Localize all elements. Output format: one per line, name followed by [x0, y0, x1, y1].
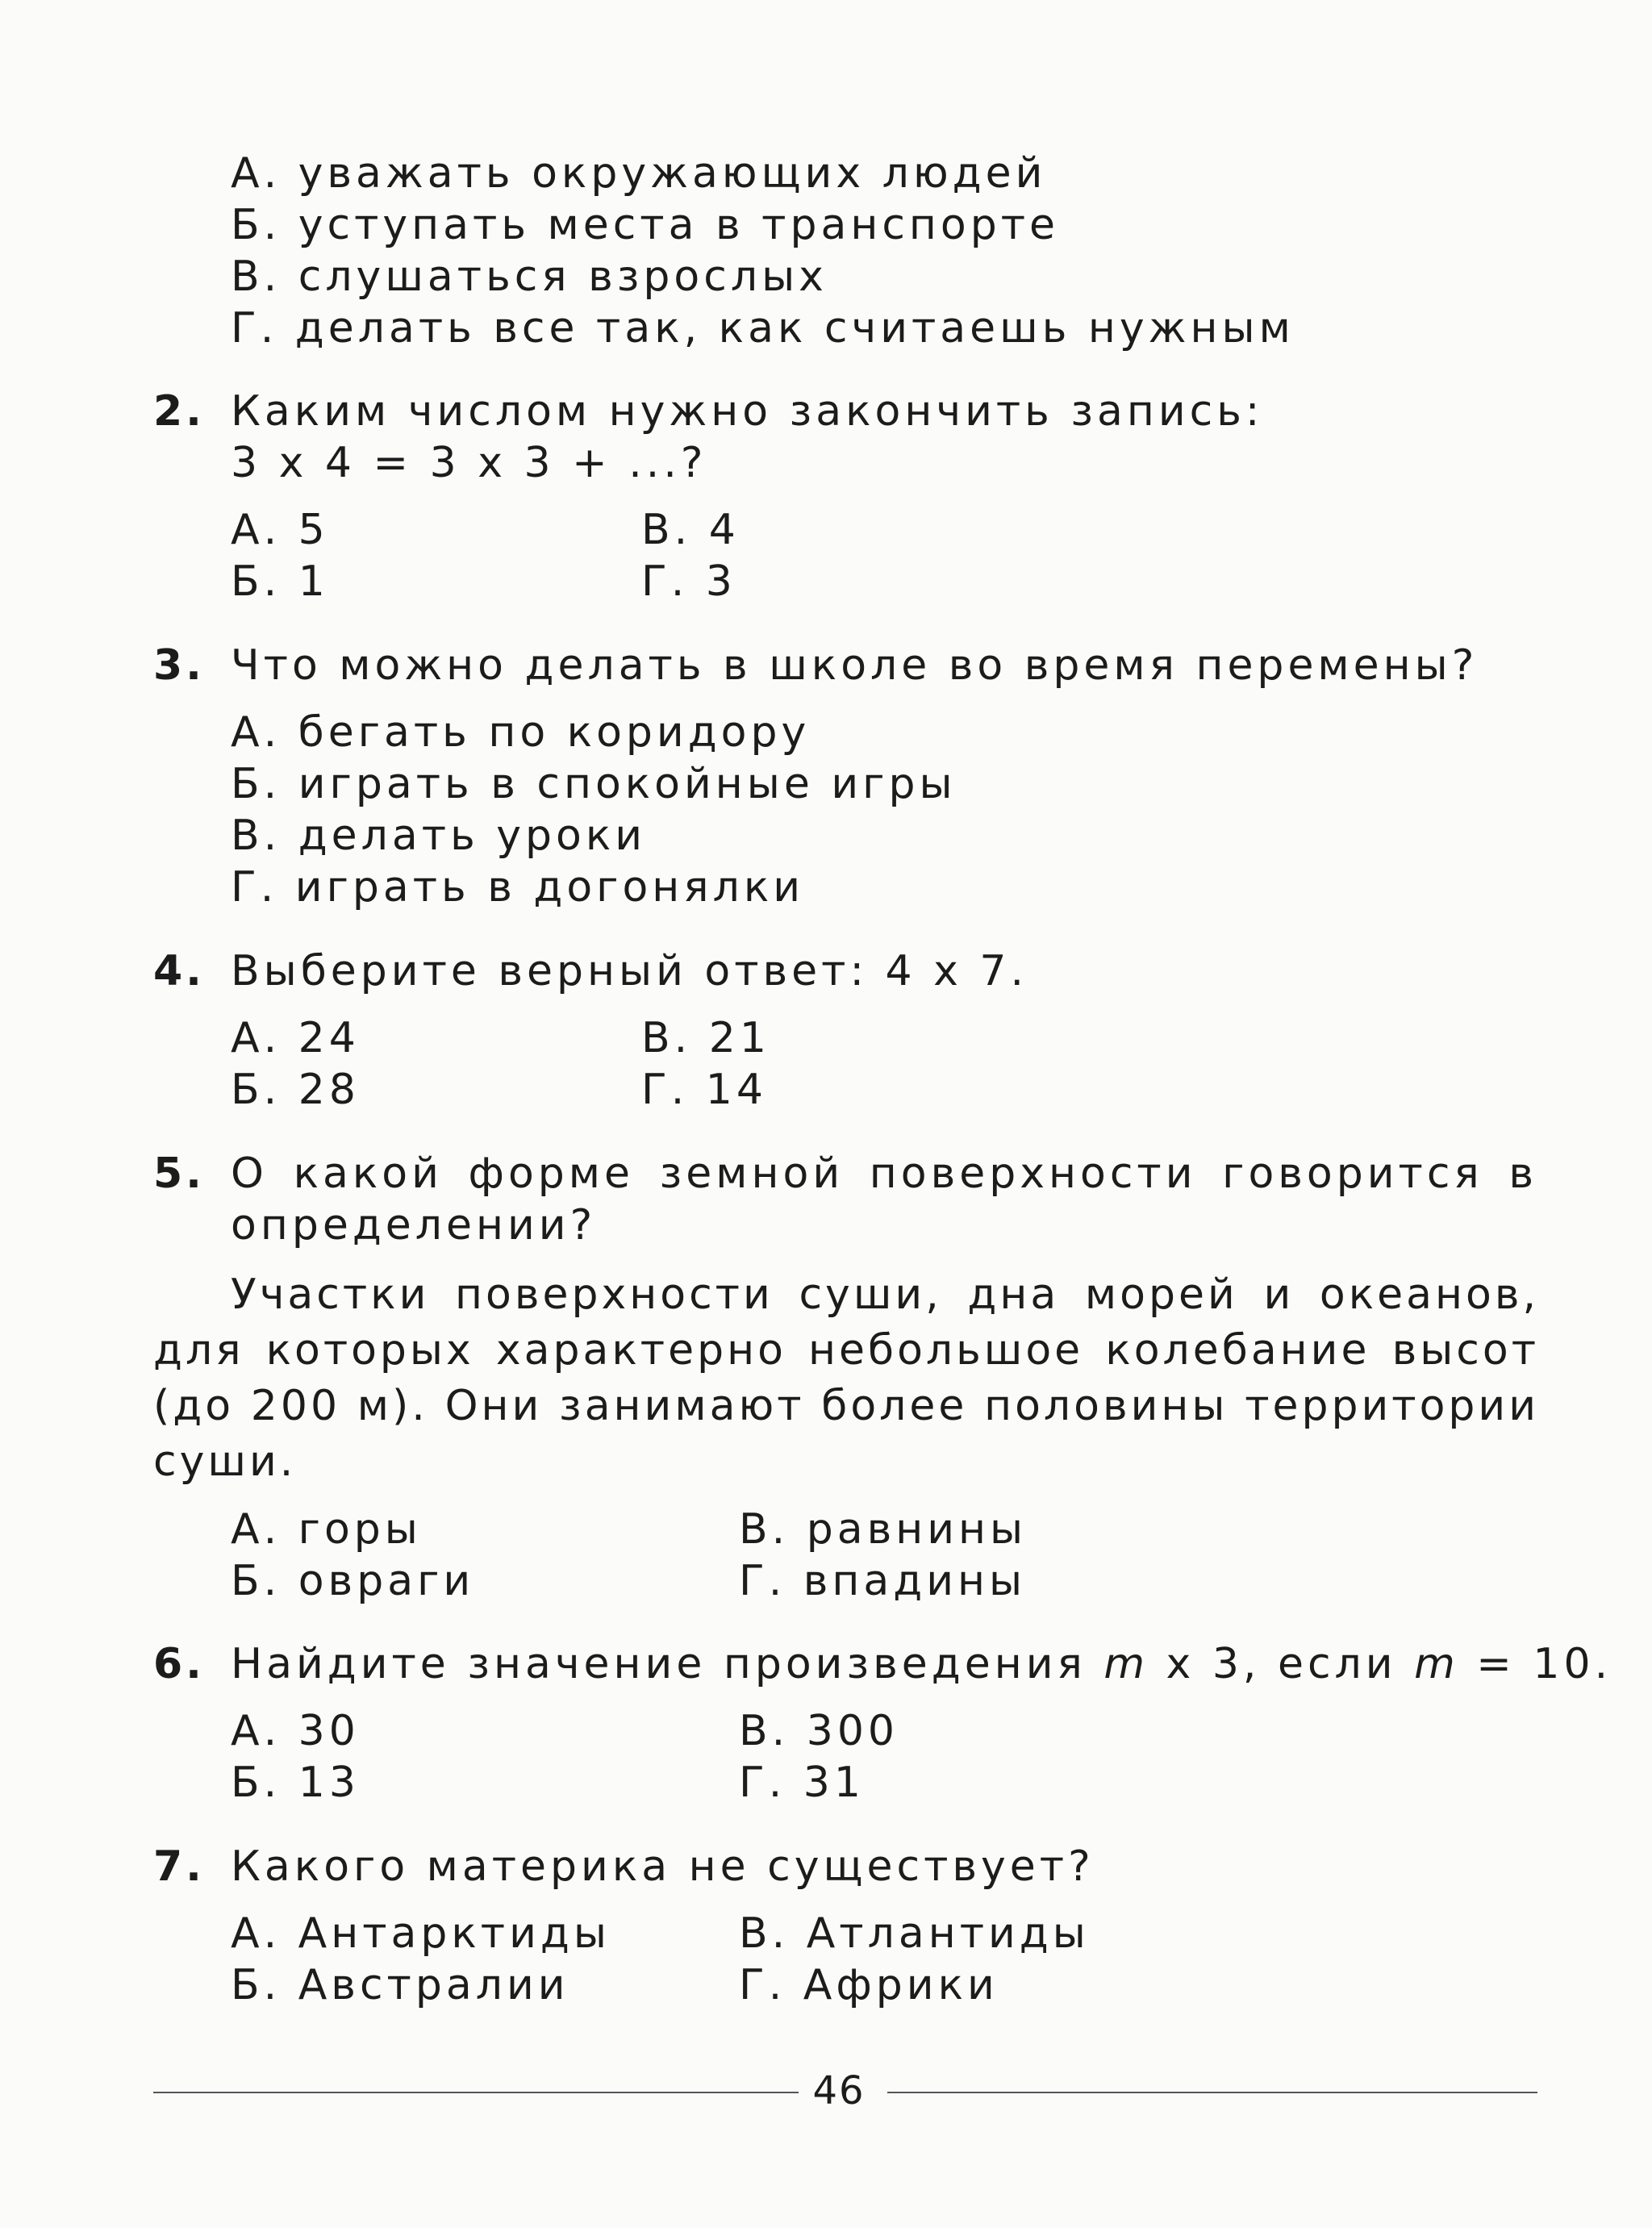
q1-option-v: В. слушаться взрослых [231, 252, 828, 301]
q7-option-b: Б. Австралии [231, 1961, 569, 2009]
footer-rule-right [887, 2092, 1537, 2093]
q7-option-g: Г. Африки [739, 1961, 999, 2009]
q1-option-g: Г. делать все так, как считаешь нужным [231, 304, 1295, 353]
q7-text: Какого материка не существует? [231, 1842, 1095, 1891]
q6-option-b: Б. 13 [231, 1759, 360, 1807]
q3-number: 3. [153, 641, 205, 690]
q5-definition: Участки поверхности суши, дна морей и океанов, для которых характерно небольшое колебание высот (до 200 м). Они занимают более половины территории суши. [153, 1270, 1539, 1486]
q6-variable-m: m [1103, 1640, 1149, 1688]
q6-option-g: Г. 31 [739, 1759, 865, 1807]
q6-text [231, 1638, 1612, 1690]
q6-option-v: В. 300 [739, 1707, 899, 1755]
footer-rule-left [153, 2092, 799, 2093]
q1-option-b: Б. уступать места в транспорте [231, 201, 1060, 249]
q6-text-middle: х 3, если [1148, 1640, 1415, 1688]
q5-number: 5. [153, 1149, 205, 1198]
q6-text-before: Найдите значение произведения [231, 1640, 1104, 1688]
q4-option-v: В. 21 [641, 1014, 770, 1062]
q5-option-a: А. горы [231, 1505, 422, 1554]
q5-text: О какой форме земной поверхности говорится в определении? [231, 1149, 1537, 1250]
q7-number: 7. [153, 1842, 205, 1891]
q3-option-b: Б. играть в спокойные игры [231, 760, 957, 808]
q4-text: Выберите верный ответ: 4 х 7. [231, 947, 1028, 995]
q4-option-b: Б. 28 [231, 1066, 360, 1114]
page-number: 46 [812, 2068, 866, 2113]
q4-option-a: А. 24 [231, 1014, 360, 1062]
q4-number: 4. [153, 947, 205, 995]
q3-option-a: А. бегать по коридору [231, 708, 811, 757]
q6-variable-m-2: m [1414, 1640, 1459, 1688]
q2-option-v: В. 4 [641, 506, 740, 554]
q5-option-v: В. равнины [739, 1505, 1028, 1554]
q3-text: Что можно делать в школе во время перемены? [231, 641, 1479, 690]
q7-option-v: В. Атлантиды [739, 1909, 1090, 1958]
q6-number: 6. [153, 1640, 205, 1688]
q6-text-after: = 10. [1458, 1640, 1612, 1688]
q2-option-b: Б. 1 [231, 557, 329, 606]
q5-option-g: Г. впадины [739, 1557, 1027, 1605]
q2-option-g: Г. 3 [641, 557, 736, 606]
q3-option-g: Г. играть в догонялки [231, 863, 805, 912]
q2-number: 2. [153, 387, 205, 436]
q1-option-a: А. уважать окружающих людей [231, 149, 1047, 198]
q7-option-a: А. Антарктиды [231, 1909, 611, 1958]
q6-option-a: А. 30 [231, 1707, 360, 1755]
q4-option-g: Г. 14 [641, 1066, 767, 1114]
q3-option-v: В. делать уроки [231, 812, 647, 860]
q2-expression: 3 х 4 = 3 х 3 + ...? [231, 439, 707, 487]
q2-option-a: А. 5 [231, 506, 329, 554]
q2-text: Каким числом нужно закончить запись: [231, 387, 1264, 436]
q5-option-b: Б. овраги [231, 1557, 475, 1605]
